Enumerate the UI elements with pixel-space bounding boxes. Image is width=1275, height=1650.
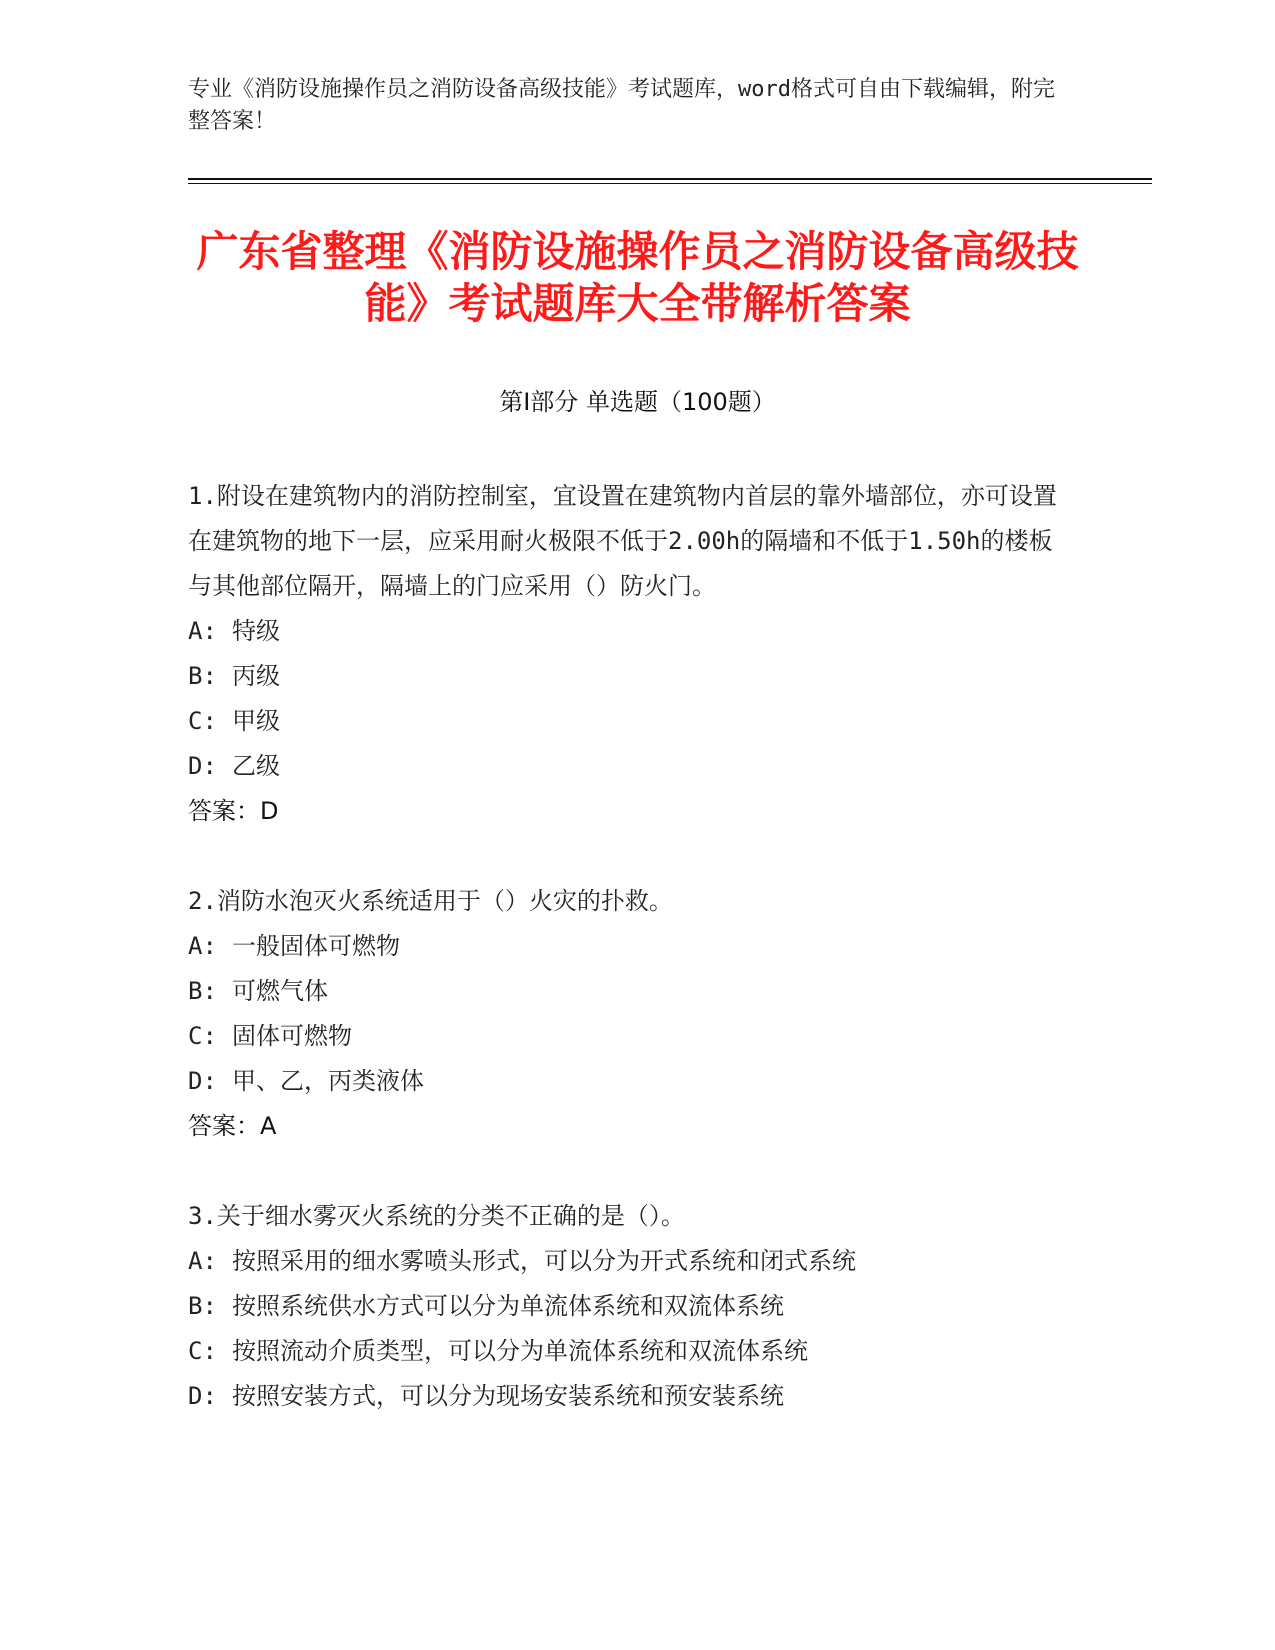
option-letter: D: bbox=[188, 752, 217, 780]
answer: 答案：A bbox=[188, 1112, 277, 1140]
option-letter: D: bbox=[188, 1067, 217, 1095]
question-stem: 2.消防水泡灭火系统适用于（）火灾的扑救。 bbox=[188, 887, 673, 915]
option-letter: B: bbox=[188, 662, 217, 690]
option-text: 按照流动介质类型，可以分为单流体系统和双流体系统 bbox=[232, 1337, 808, 1365]
document-title: 广东省整理《消防设施操作员之消防设备高级技能》考试题库大全带解析答案 bbox=[196, 227, 1079, 328]
option-a bbox=[188, 924, 1068, 969]
header-divider-thick bbox=[188, 178, 1152, 180]
question-3 bbox=[188, 1194, 1068, 1419]
option-text: 固体可燃物 bbox=[232, 1022, 352, 1050]
option-letter: A: bbox=[188, 1247, 217, 1275]
header-note: 专业《消防设施操作员之消防设备高级技能》考试题库，word格式可自由下载编辑，附完整答案！ bbox=[188, 77, 1055, 134]
option-letter: B: bbox=[188, 1292, 217, 1320]
option-text: 可燃气体 bbox=[232, 977, 328, 1005]
option-text: 按照安装方式，可以分为现场安装系统和预安装系统 bbox=[232, 1382, 784, 1410]
question-1 bbox=[188, 474, 1068, 834]
header-divider-thin bbox=[188, 183, 1152, 184]
option-letter: A: bbox=[188, 617, 217, 645]
option-text: 按照系统供水方式可以分为单流体系统和双流体系统 bbox=[232, 1292, 784, 1320]
question-spacer bbox=[188, 1149, 1068, 1194]
question-spacer bbox=[188, 834, 1068, 879]
option-c bbox=[188, 699, 1068, 744]
option-letter: C: bbox=[188, 1022, 217, 1050]
question-stem: 1.附设在建筑物内的消防控制室，宜设置在建筑物内首层的靠外墙部位，亦可设置在建筑物的地下一层，应采用耐火极限不低于2.00h的隔墙和不低于1.50h的楼板与其他部位隔开，隔墙上的门应采用（）防火门。 bbox=[188, 482, 1057, 600]
option-d bbox=[188, 1059, 1068, 1104]
answer: 答案：D bbox=[188, 797, 279, 825]
question-stem: 3.关于细水雾灭火系统的分类不正确的是（）。 bbox=[188, 1202, 685, 1230]
option-text: 特级 bbox=[232, 617, 280, 645]
option-text: 一般固体可燃物 bbox=[232, 932, 400, 960]
section-heading: 第Ⅰ部分 单选题（100题） bbox=[499, 388, 776, 416]
option-c bbox=[188, 1329, 1068, 1374]
option-letter: A: bbox=[188, 932, 217, 960]
option-letter: B: bbox=[188, 977, 217, 1005]
option-text: 甲、乙，丙类液体 bbox=[232, 1067, 424, 1095]
option-d bbox=[188, 1374, 1068, 1419]
option-text: 乙级 bbox=[232, 752, 280, 780]
option-d bbox=[188, 744, 1068, 789]
option-b bbox=[188, 969, 1068, 1014]
option-text: 按照采用的细水雾喷头形式，可以分为开式系统和闭式系统 bbox=[232, 1247, 856, 1275]
option-a bbox=[188, 1239, 1068, 1284]
option-a bbox=[188, 609, 1068, 654]
option-letter: D: bbox=[188, 1382, 217, 1410]
option-b bbox=[188, 654, 1068, 699]
option-letter: C: bbox=[188, 707, 217, 735]
option-letter: C: bbox=[188, 1337, 217, 1365]
question-list bbox=[188, 474, 1068, 1419]
option-c bbox=[188, 1014, 1068, 1059]
option-text: 丙级 bbox=[232, 662, 280, 690]
question-2 bbox=[188, 879, 1068, 1149]
option-b bbox=[188, 1284, 1068, 1329]
option-text: 甲级 bbox=[232, 707, 280, 735]
